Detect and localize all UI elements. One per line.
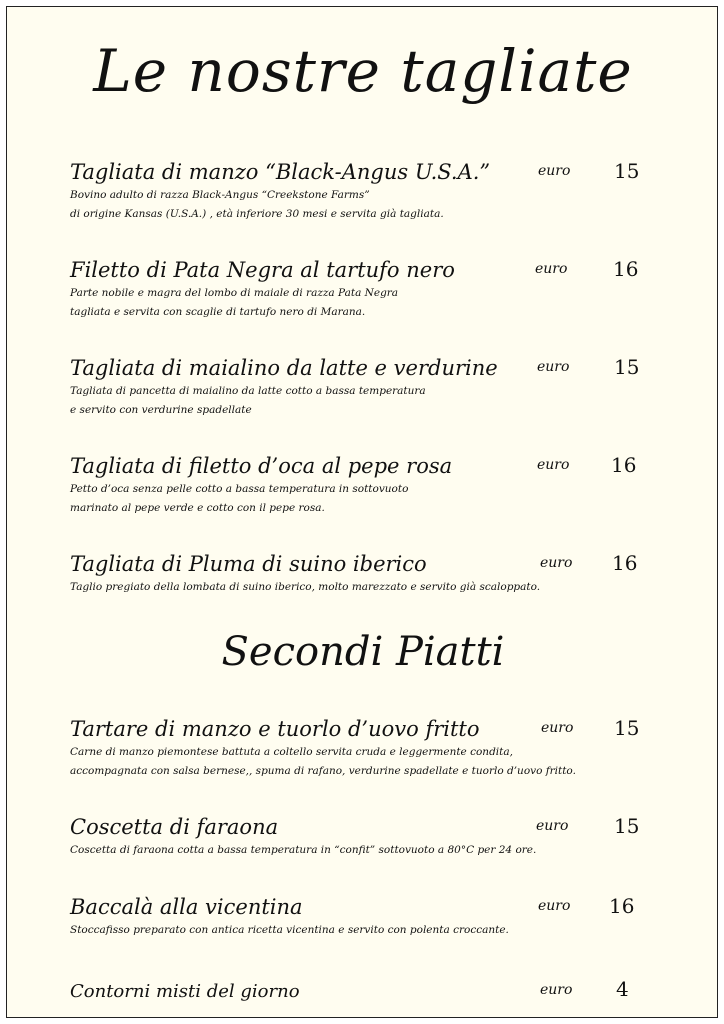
item-currency: euro bbox=[537, 457, 570, 473]
item-price: 16 bbox=[611, 453, 637, 477]
item-price: 4 bbox=[616, 977, 629, 1001]
item-price: 15 bbox=[614, 159, 640, 183]
item-name: Tagliata di manzo “Black-Angus U.S.A.” bbox=[70, 160, 491, 184]
item-description-line: Taglio pregiato della lombata di suino iberico, molto marezzato e servito già scaloppato. bbox=[70, 581, 541, 593]
menu-title: Le nostre tagliate bbox=[93, 37, 633, 105]
menu-item-contorni bbox=[70, 979, 670, 1005]
item-name: Tagliata di filetto d’oca al pepe rosa bbox=[70, 454, 453, 478]
item-description-line: e servito con verdurine spadellate bbox=[70, 404, 252, 416]
menu-item-maialino bbox=[70, 355, 670, 419]
item-price: 16 bbox=[613, 257, 639, 281]
item-description-line: Petto d’oca senza pelle cotto a bassa temperatura in sottovuoto bbox=[70, 483, 409, 495]
item-currency: euro bbox=[537, 359, 570, 375]
item-description-line: Tagliata di pancetta di maialino da latte cotto a bassa temperatura bbox=[70, 385, 426, 397]
item-price: 15 bbox=[614, 355, 640, 379]
item-name: Coscetta di faraona bbox=[70, 815, 279, 839]
item-name: Baccalà alla vicentina bbox=[70, 895, 303, 919]
menu-item-coscetta-faraona bbox=[70, 814, 670, 859]
item-description-line: Stoccafisso preparato con antica ricetta vicentina e servito con polenta croccante. bbox=[70, 924, 509, 936]
item-name: Contorni misti del giorno bbox=[70, 981, 300, 1002]
item-price: 15 bbox=[614, 814, 640, 838]
item-price: 16 bbox=[609, 894, 635, 918]
item-currency: euro bbox=[540, 555, 573, 571]
item-price: 16 bbox=[612, 551, 638, 575]
item-description-line: tagliata e servita con scaglie di tartufo nero di Marana. bbox=[70, 306, 366, 318]
item-name: Tagliata di maialino da latte e verdurine bbox=[70, 356, 498, 380]
item-description-line: Bovino adulto di razza Black-Angus “Creekstone Farms” bbox=[70, 189, 370, 201]
item-name: Tagliata di Pluma di suino iberico bbox=[70, 552, 427, 576]
menu-item-baccala bbox=[70, 894, 670, 939]
menu-page bbox=[6, 6, 718, 1018]
item-name: Filetto di Pata Negra al tartufo nero bbox=[70, 258, 455, 282]
item-description-line: accompagnata con salsa bernese,, spuma di rafano, verdurine spadellate e tuorlo d’uovo fritto. bbox=[70, 765, 576, 777]
item-currency: euro bbox=[538, 898, 571, 914]
item-description-line: Carne di manzo piemontese battuta a coltello servita cruda e leggermente condita, bbox=[70, 746, 513, 758]
item-currency: euro bbox=[540, 982, 573, 998]
menu-item-filetto-pata-negra bbox=[70, 257, 670, 321]
item-description-line: marinato al pepe verde e cotto con il pepe rosa. bbox=[70, 502, 325, 514]
menu-item-tagliata-manzo bbox=[70, 159, 670, 223]
item-currency: euro bbox=[536, 818, 569, 834]
menu-item-pluma bbox=[70, 551, 670, 596]
menu-item-filetto-oca bbox=[70, 453, 670, 517]
item-description-line: di origine Kansas (U.S.A.) , età inferiore 30 mesi e servita già tagliata. bbox=[70, 208, 444, 220]
item-currency: euro bbox=[541, 720, 574, 736]
item-name: Tartare di manzo e tuorlo d’uovo fritto bbox=[70, 717, 480, 741]
menu-item-tartare bbox=[70, 716, 670, 780]
item-price: 15 bbox=[614, 716, 640, 740]
item-description-line: Parte nobile e magra del lombo di maiale di razza Pata Negra bbox=[70, 287, 399, 299]
item-currency: euro bbox=[535, 261, 568, 277]
section-title: Secondi Piatti bbox=[221, 629, 505, 675]
item-currency: euro bbox=[538, 163, 571, 179]
item-description-line: Coscetta di faraona cotta a bassa temperatura in “confit” sottovuoto a 80°C per 24 ore. bbox=[70, 844, 537, 856]
